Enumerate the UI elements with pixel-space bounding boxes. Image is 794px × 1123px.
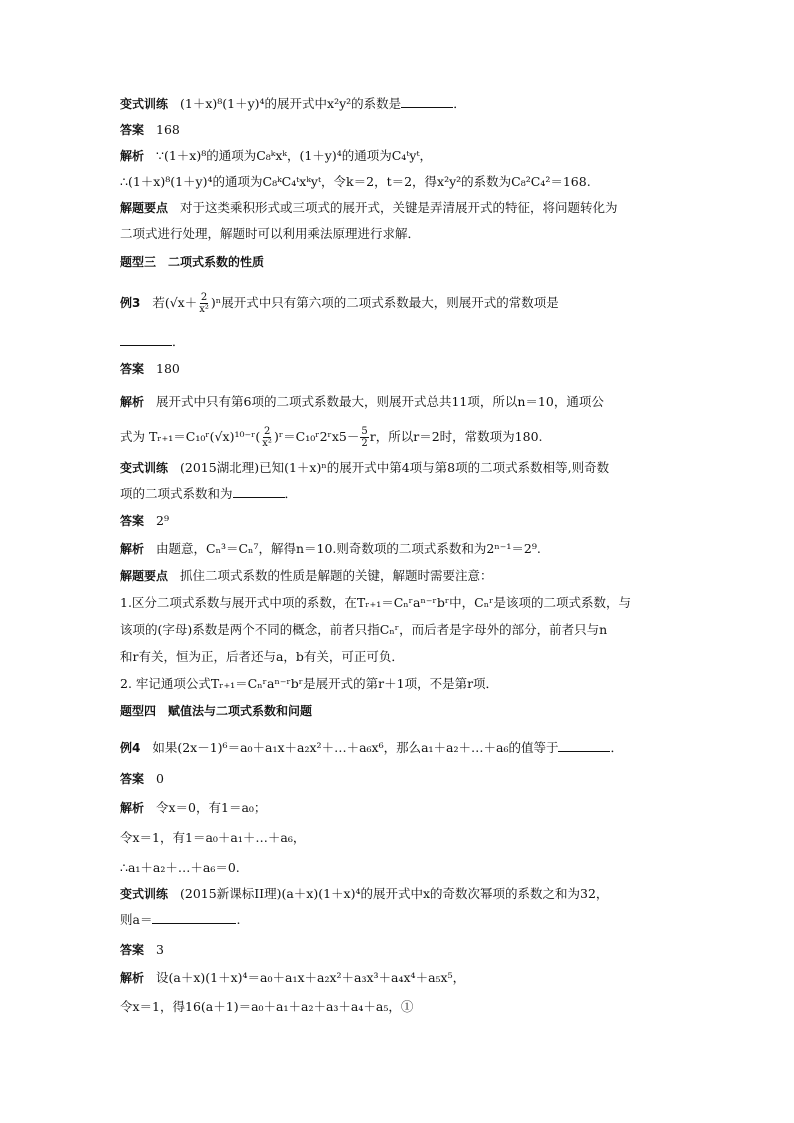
section-heading: 题型三 二项式系数的性质: [120, 255, 265, 269]
line-text: 2⁹: [156, 513, 169, 528]
answer-blank: [558, 740, 610, 752]
example-line: 例4 如果(2x－1)⁶＝a₀＋a₁x＋a₂x²＋…＋a₆x⁶，那么a₁＋a₂＋…＋a₆的值等于 ．: [120, 740, 623, 755]
line-text: 180: [156, 361, 180, 376]
line-label: 答案: [120, 123, 145, 137]
line-label: 解析: [120, 542, 145, 556]
tips-line: [120, 568, 493, 584]
answer-blank: [152, 912, 236, 924]
text-line: 则a＝ .: [120, 912, 241, 927]
line-text: 168: [156, 122, 180, 137]
line-label: 变式训练: [120, 887, 169, 901]
answer-line: [120, 771, 164, 787]
line-text: (2015新课标II理)(a＋x)(1＋x)⁴的展开式中x的奇数次幂项的系数之和为32，: [180, 886, 609, 901]
line-text: ∵(1＋x)⁸的通项为C₈ᵏxᵏ，(1＋y)⁴的通项为C₄ᵗyᵗ，: [156, 148, 433, 163]
line-text: 抓住二项式系数的性质是解题的关键，解题时需要注意：: [180, 568, 493, 583]
text-line: 令x＝1，得16(a＋1)＝a₀＋a₁＋a₂＋a₃＋a₄＋a₅，①: [120, 999, 414, 1014]
text-line: [120, 226, 420, 242]
exercise-line: [120, 460, 609, 476]
line-label: 解题要点: [120, 201, 169, 215]
section-heading: 题型四 赋值法与二项式系数和问题: [120, 704, 313, 718]
formula-line: 式为 Tᵣ₊₁＝C₁₀ʳ(√x)¹⁰⁻ʳ( $\frac{2}{\text{x²}}$ )ʳ＝C₁₀ʳ2ʳx5－ $\frac{5}{2}$ r，所以r＝2时，常数项为180.: [120, 426, 543, 449]
answer-line: [120, 942, 164, 958]
line-label: 答案: [120, 514, 145, 528]
line-label: 例3: [120, 296, 141, 310]
line-text: (2015湖北理)已知(1＋x)ⁿ的展开式中第4项与第8项的二项式系数相等,则奇数: [180, 460, 610, 475]
line-text: 0: [156, 771, 164, 786]
example-line: 例3 若(√x＋ $\frac{2}{\text{x²}}$ )ⁿ展开式中只有第六项的二项式系数最大，则展开式的常数项是: [120, 292, 559, 315]
text-line: ．: [120, 334, 185, 350]
text-line: 项的二项式系数和为 ．: [120, 486, 298, 501]
text-line: ∴a₁＋a₂＋…＋a₆＝0.: [120, 860, 240, 875]
text-line: 该项的(字母)系数是两个不同的概念，前者只指Cₙʳ，而后者是字母外的部分，前者只与n: [120, 622, 608, 637]
exercise-line: 变式训练 (1＋x)⁸(1＋y)⁴的展开式中x²y²的系数是 ．: [120, 96, 466, 111]
answer-blank: [401, 96, 453, 108]
line-text: 设(a＋x)(1＋x)⁴＝a₀＋a₁x＋a₂x²＋a₃x³＋a₄x⁴＋a₅x⁵，: [156, 970, 466, 985]
analysis-line: [120, 800, 266, 816]
answer-blank: [233, 486, 285, 498]
line-label: 解析: [120, 971, 145, 985]
exercise-line: [120, 886, 608, 902]
line-label: 答案: [120, 772, 145, 786]
line-text: 3: [156, 942, 164, 957]
line-text: 由题意，Cₙ³＝Cₙ⁷，解得n＝10.则奇数项的二项式系数和为2ⁿ⁻¹＝2⁹.: [156, 541, 541, 556]
answer-line: [120, 513, 169, 529]
line-label: 解题要点: [120, 569, 169, 583]
answer-blank: [120, 334, 172, 346]
line-label: 解析: [120, 801, 145, 815]
text-line: 和r有关，恒为正，后者还与a，b有关，可正可负．: [120, 649, 404, 664]
line-label: 例4: [120, 741, 141, 755]
analysis-line: [120, 394, 604, 410]
analysis-line: [120, 970, 465, 986]
analysis-line: [120, 541, 541, 557]
line-text: 对于这类乘积形式或三项式的展开式，关键是弄清展开式的特征，将问题转化为: [180, 200, 618, 215]
line-label: 答案: [120, 943, 145, 957]
line-text: 二项式进行处理，解题时可以利用乘法原理进行求解．: [120, 226, 421, 241]
analysis-line: [120, 148, 432, 164]
line-label: 变式训练: [120, 97, 169, 111]
line-text: (1＋x)⁸(1＋y)⁴的展开式中x²y²的系数是: [180, 96, 402, 111]
answer-line: [120, 361, 180, 377]
line-label: 解析: [120, 395, 145, 409]
line-label: 解析: [120, 149, 145, 163]
fraction: $\frac{2}{\text{x²}}$: [199, 292, 209, 315]
line-text: ∴(1＋x)⁸(1＋y)⁴的通项为C₈ᵏC₄ᵗxᵏyᵗ，令k＝2，t＝2，得x²y²的系数为C₈²C₄²＝168.: [120, 174, 591, 189]
line-label: 变式训练: [120, 461, 169, 475]
line-text: 令x＝0，有1＝a₀；: [156, 800, 267, 815]
fraction: $\frac{5}{2}$: [361, 426, 368, 449]
line-label: 答案: [120, 362, 145, 376]
line-text: 展开式中只有第6项的二项式系数最大，则展开式总共11项，所以n＝10，通项公: [156, 394, 604, 409]
text-line: 令x＝1，有1＝a₀＋a₁＋…＋a₆，: [120, 830, 306, 845]
fraction: $\frac{2}{\text{x²}}$: [262, 426, 272, 449]
text-line: 1.区分二项式系数与展开式中项的系数，在Tᵣ₊₁＝Cₙʳaⁿ⁻ʳbʳ中，Cₙʳ是该项的二项式系数，与: [120, 595, 631, 610]
text-line: 2. 牢记通项公式Tᵣ₊₁＝Cₙʳaⁿ⁻ʳbʳ是展开式的第r＋1项，不是第r项．: [120, 676, 499, 691]
answer-line: [120, 122, 180, 138]
tips-line: [120, 200, 618, 216]
text-line: [120, 174, 591, 190]
